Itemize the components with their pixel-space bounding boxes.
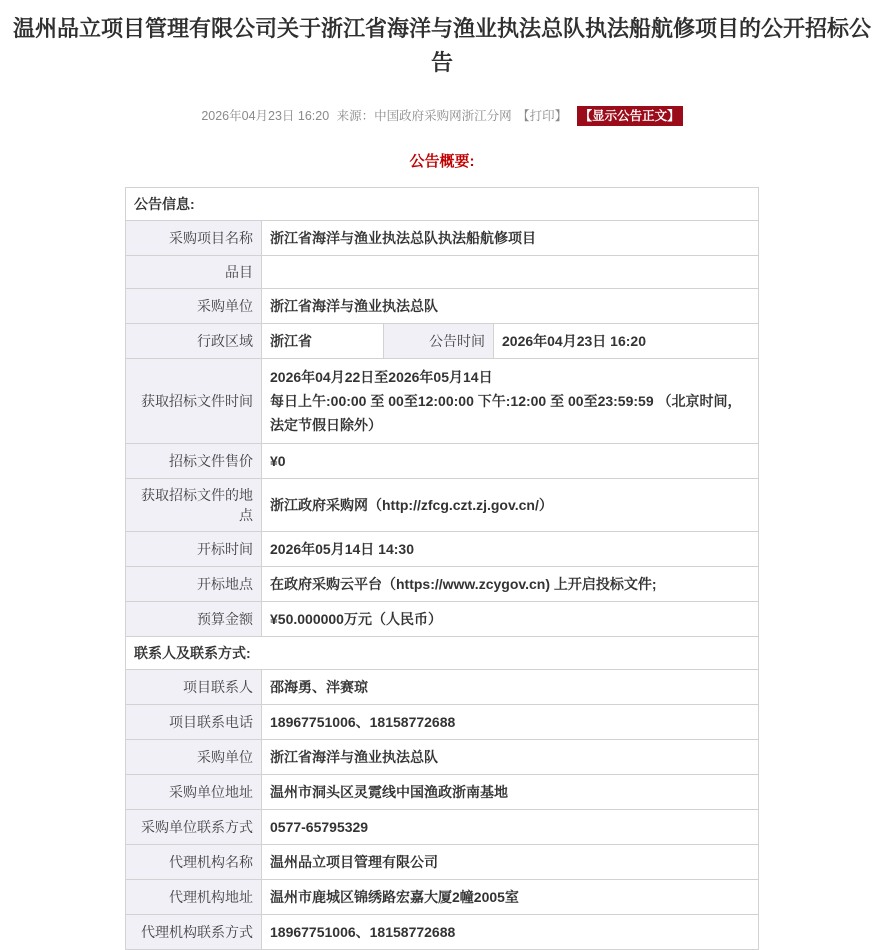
row-value: ¥0 [262,444,759,479]
row-label: 获取招标文件的地点 [126,479,262,532]
row-label: 采购单位联系方式 [126,810,262,845]
section-header-row [126,188,759,221]
row-label: 代理机构地址 [126,880,262,915]
summary-heading: 公告概要: [409,153,475,170]
table-row [126,810,759,845]
row-value [262,359,759,444]
table-row [126,359,759,444]
print-link[interactable]: 【打印】 [517,109,568,123]
row-label: 采购单位 [126,740,262,775]
row-label: 行政区域 [126,324,262,359]
table-row [126,740,759,775]
row-label: 预算金额 [126,602,262,637]
row-label: 项目联系人 [126,670,262,705]
announcement-table-body [126,188,759,950]
row-label: 开标地点 [126,567,262,602]
table-row [126,670,759,705]
section-label: 联系人及联系方式: [126,637,759,670]
section-label: 公告信息: [126,188,759,221]
row-value: 浙江省海洋与渔业执法总队执法船航修项目 [262,221,759,256]
source-text: 来源：中国政府采购网浙江分网 [336,109,512,123]
row-label: 采购单位 [126,289,262,324]
row-value: 浙江政府采购网（http://zfcg.czt.zj.gov.cn/） [262,479,759,532]
table-row [126,289,759,324]
row-label: 获取招标文件时间 [126,359,262,444]
row-value: 18967751006、18158772688 [262,915,759,950]
row-value: 18967751006、18158772688 [262,705,759,740]
table-row [126,221,759,256]
row-value: 浙江省海洋与渔业执法总队 [262,740,759,775]
announcement-title: 温州品立项目管理有限公司关于浙江省海洋与渔业执法总队执法船航修项目的公开招标公告 [12,16,871,75]
table-row [126,775,759,810]
table-row [126,324,759,359]
table-row [126,479,759,532]
table-row [126,602,759,637]
row-value: 2026年04月23日 16:20 [494,324,759,359]
row-label: 开标时间 [126,532,262,567]
publish-datetime: 2026年04月23日 16:20 [201,109,330,123]
row-value: 邵海勇、泮赛琼 [262,670,759,705]
table-row [126,880,759,915]
row-label: 品目 [126,256,262,289]
row-label: 采购单位地址 [126,775,262,810]
meta-line [0,106,884,126]
row-label: 代理机构名称 [126,845,262,880]
row-label: 采购项目名称 [126,221,262,256]
row-value: 在政府采购云平台（https://www.zcygov.cn) 上开启投标文件; [262,567,759,602]
row-value [262,256,759,289]
row-label: 招标文件售价 [126,444,262,479]
row-value: 2026年05月14日 14:30 [262,532,759,567]
row-label: 公告时间 [384,324,494,359]
row-value: ¥50.000000万元（人民币） [262,602,759,637]
row-value: 0577-65795329 [262,810,759,845]
row-value: 浙江省 [262,324,384,359]
table-row [126,532,759,567]
table-row [126,444,759,479]
row-label: 代理机构联系方式 [126,915,262,950]
row-value-line: 2026年04月22日至2026年05月14日 [270,369,493,385]
row-value: 温州品立项目管理有限公司 [262,845,759,880]
table-row [126,256,759,289]
section-header-row [126,637,759,670]
table-row [126,567,759,602]
row-value-line: 每日上午:00:00 至 00至12:00:00 下午:12:00 至 00至23:59:59 （北京时间，法定节假日除外） [270,393,742,433]
announcement-table [125,187,759,950]
table-row [126,705,759,740]
table-row [126,915,759,950]
row-value: 浙江省海洋与渔业执法总队 [262,289,759,324]
show-announcement-body-button[interactable]: 【显示公告正文】 [577,106,683,126]
row-label: 项目联系电话 [126,705,262,740]
row-value: 温州市鹿城区锦绣路宏嘉大厦2幢2005室 [262,880,759,915]
row-value: 温州市洞头区灵霓线中国渔政浙南基地 [262,775,759,810]
table-row [126,845,759,880]
